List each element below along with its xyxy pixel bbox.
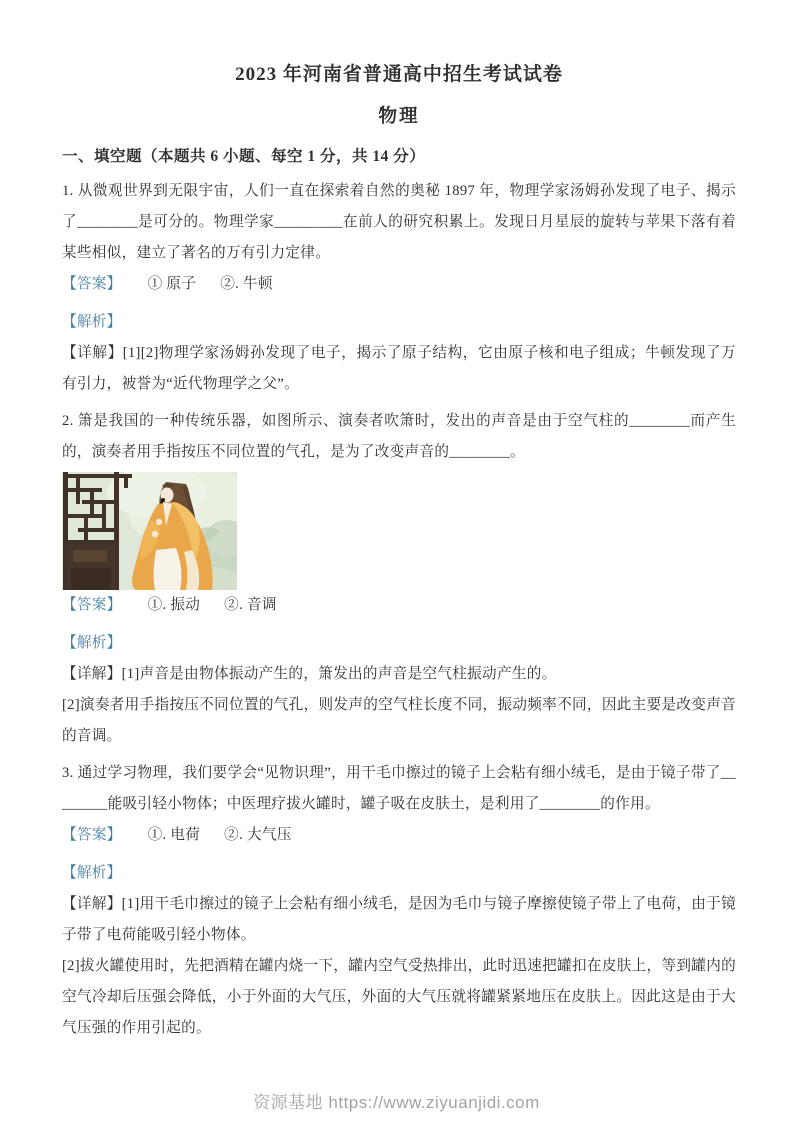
answer-item: ① 原子 [147,276,197,292]
question-2 [62,406,736,752]
explanation-paragraph: [2]拔火罐使用时，先把酒精在罐内烧一下，罐内空气受热排出，此时迅速把罐扣在皮肤上，等到罐内的空气冷却后压强会降低，小于外面的大气压，外面的大气压就将罐紧紧地压在皮肤上。因此这是由于大气压强的作用引起的。 [62,958,736,1036]
explanation-paragraph: 【详解】[1]声音是由物体振动产生的，箫发出的声音是空气柱振动产生的。 [62,666,557,682]
question-stem: 2. 箫是我国的一种传统乐器，如图所示、演奏者吹箫时，发出的声音是由于空气柱的________而产生的，演奏者用手指按压不同位置的气孔，是为了改变声音的________。 [62,413,736,460]
answer-item: ①. 振动 [147,597,201,613]
answer-line [62,269,736,300]
answer-label: 【答案】 [62,276,122,292]
question-3 [62,758,736,1044]
footer-text: 资源基地 https://www.ziyuanjidi.com [253,1093,540,1112]
answer-label: 【答案】 [62,827,122,843]
question-stem: 3. 通过学习物理，我们要学会“见物识理”，用干毛巾擦过的镜子上会粘有细小绒毛，是由于镜子带了________能吸引轻小物体；中医理疗拔火罐时，罐子吸在皮肤土，是利用了________的作用。 [62,765,736,812]
explanation-paragraph: 【详解】[1]用干毛巾擦过的镜子上会粘有细小绒毛，是因为毛巾与镜子摩擦使镜子带上了电荷，由于镜子带了电荷能吸引轻小物体。 [62,896,736,943]
answer-item: ②. 牛顿 [220,276,273,292]
document-subtitle: 物理 [378,107,420,127]
question-1 [62,176,736,400]
explanation-paragraph: 【详解】[1][2]物理学家汤姆孙发现了电子，揭示了原子结构，它由原子核和电子组成；牛顿发现了万有引力，被誉为“近代物理学之父”。 [62,345,736,392]
question-stem: 1. 从微观世界到无限宇宙，人们一直在探索着自然的奥秘 1897 年，物理学家汤姆孙发现了电子、揭示了________是可分的。物理学家_________在前人的研究积累上。发现日月星辰的旋转与苹果下落有着某些相似，建立了著名的万有引力定律。 [62,183,736,261]
analysis-label: 【解析】 [62,635,122,651]
answer-line [62,820,736,851]
explanation-paragraph: [2]演奏者用手指按压不同位置的气孔，则发声的空气柱长度不同，振动频率不同，因此主要是改变声音的音调。 [62,697,736,744]
analysis-label: 【解析】 [62,865,122,881]
footer-watermark [0,1088,793,1113]
xiao-player-illustration [62,472,237,590]
section-header: 一、填空题（本题共 6 小题、每空 1 分，共 14 分） [62,148,426,165]
answer-line [62,590,736,621]
xiao-player-image [62,472,237,590]
answer-item: ①. 电荷 [147,827,201,843]
analysis-label: 【解析】 [62,314,122,330]
answer-item: ②. 音调 [224,597,277,613]
answer-label: 【答案】 [62,597,122,613]
answer-item: ②. 大气压 [224,827,292,843]
document-title: 2023 年河南省普通高中招生考试试卷 [235,64,563,85]
